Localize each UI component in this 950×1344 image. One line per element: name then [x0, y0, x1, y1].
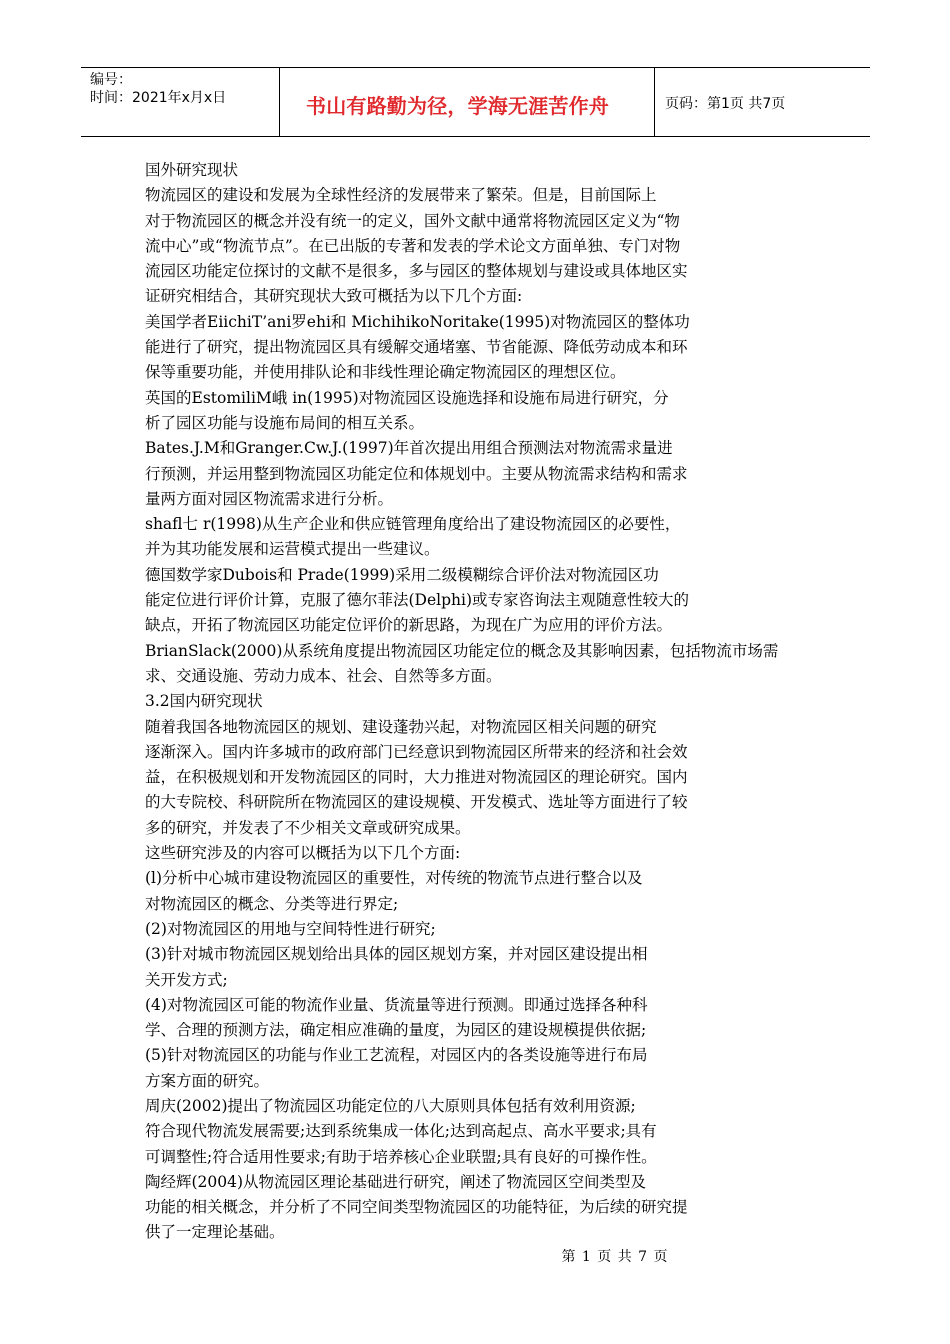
body-line: 周庆(2002)提出了物流园区功能定位的八大原则具体包括有效利用资源;	[145, 1096, 636, 1115]
body-line: 陶经辉(2004)从物流园区理论基础进行研究，阐述了物流园区空间类型及	[145, 1172, 647, 1191]
header-motto-cell	[280, 68, 655, 136]
body-line: 逐渐深入。国内许多城市的政府部门已经意识到物流园区所带来的经济和社会效	[145, 742, 688, 761]
document-body	[145, 158, 825, 1246]
body-line: 流中心”或“物流节点”。在已出版的专著和发表的学术论文方面单独、专门对物	[145, 236, 681, 255]
document-id-label: 编号：	[90, 72, 132, 88]
header-page-info: 页码：第1页 共7页	[665, 96, 786, 112]
footer-page-number: 第 1 页 共 7 页	[561, 1249, 669, 1265]
body-line: 流园区功能定位探讨的文献不是很多，多与园区的整体规划与建设或具体地区实	[145, 262, 688, 281]
body-line: 物流园区的建设和发展为全球性经济的发展带来了繁荣。但是，目前国际上	[145, 186, 657, 205]
body-line: (l)分析中心城市建设物流园区的重要性，对传统的物流节点进行整合以及	[145, 869, 643, 888]
header-meta-cell	[81, 68, 280, 136]
header-page-cell	[655, 68, 870, 136]
body-line: 能进行了研究，提出物流园区具有缓解交通堵塞、节省能源、降低劳动成本和环	[145, 338, 688, 357]
body-line: 学、合理的预测方法，确定相应准确的量度，为园区的建设规模提供依据;	[145, 1021, 647, 1040]
body-line: 随着我国各地物流园区的规划、建设蓬勃兴起，对物流园区相关问题的研究	[145, 717, 657, 736]
body-line: 量两方面对园区物流需求进行分析。	[145, 489, 394, 508]
body-line: 方案方面的研究。	[145, 1071, 270, 1090]
body-line: BrianSlack(2000)从系统角度提出物流园区功能定位的概念及其影响因素，包括物流市场需	[145, 641, 779, 660]
body-line: 保等重要功能，并使用排队论和非线性理论确定物流园区的理想区位。	[145, 363, 626, 382]
body-line: Bates.J.M和Granger.Cw.J.(1997)年首次提出用组合预测法对物流需求量进	[145, 439, 673, 458]
body-line: 符合现代物流发展需要;达到系统集成一体化;达到高起点、高水平要求;具有	[145, 1122, 657, 1141]
body-line: (5)针对物流园区的功能与作业工艺流程，对园区内的各类设施等进行布局	[145, 1046, 648, 1065]
header-motto: 书山有路勤为径，学海无涯苦作舟	[306, 93, 609, 118]
body-line: 析了园区功能与设施布局间的相互关系。	[145, 413, 425, 432]
document-date-label: 时间：2021年x月x日	[90, 90, 227, 106]
body-line: 能定位进行评价计算，克服了德尔菲法(Delphi)或专家咨询法主观随意性较大的	[145, 591, 690, 610]
body-line: (4)对物流园区可能的物流作业量、货流量等进行预测。即通过选择各种科	[145, 995, 648, 1014]
body-line: 并为其功能发展和运营模式提出一些建议。	[145, 540, 440, 559]
body-line: 证研究相结合，其研究现状大致可概括为以下几个方面:	[145, 287, 523, 306]
document-header	[81, 67, 870, 137]
body-line: 可调整性;符合适用性要求;有助于培养核心企业联盟;具有良好的可操作性。	[145, 1147, 657, 1166]
body-line: 国外研究现状	[145, 161, 239, 179]
body-line: shafl七 r(1998)从生产企业和供应链管理角度给出了建设物流园区的必要性，	[145, 515, 681, 534]
body-line: 美国学者EiichiT’ani罗ehi和 MichihikoNoritake(1995)对物流园区的整体功	[145, 312, 690, 331]
body-line: 供了一定理论基础。	[145, 1223, 285, 1242]
body-line: (2)对物流园区的用地与空间特性进行研究;	[145, 919, 436, 938]
body-line: 的大专院校、科研院所在物流园区的建设规模、开发模式、选址等方面进行了较	[145, 793, 688, 812]
page-footer	[0, 1246, 950, 1266]
body-line: 求、交通设施、劳动力成本、社会、自然等多方面。	[145, 666, 502, 685]
body-line: 对于物流园区的概念并没有统一的定义，国外文献中通常将物流园区定义为“物	[145, 211, 680, 230]
body-line: 这些研究涉及的内容可以概括为以下几个方面:	[145, 844, 461, 863]
body-line: 关开发方式;	[145, 970, 228, 989]
body-line: 德国数学家Dubois和 Prade(1999)采用二级模糊综合评价法对物流园区功	[145, 565, 659, 584]
body-line: 对物流园区的概念、分类等进行界定;	[145, 894, 399, 913]
body-line: 行预测，并运用整到物流园区功能定位和体规划中。主要从物流需求结构和需求	[145, 464, 688, 483]
body-line: 多的研究，并发表了不少相关文章或研究成果。	[145, 818, 471, 837]
body-line: 英国的EstomiliM峨 in(1995)对物流园区设施选择和设施布局进行研究，分	[145, 388, 669, 407]
body-line: 缺点，开拓了物流园区功能定位评价的新思路，为现在广为应用的评价方法。	[145, 616, 673, 635]
body-line: 3.2国内研究现状	[145, 692, 263, 711]
body-line: (3)针对城市物流园区规划给出具体的园区规划方案，并对园区建设提出相	[145, 945, 648, 964]
body-line: 益，在积极规划和开发物流园区的同时，大力推进对物流园区的理论研究。国内	[145, 768, 688, 787]
body-line: 功能的相关概念，并分析了不同空间类型物流园区的功能特征，为后续的研究提	[145, 1198, 688, 1217]
